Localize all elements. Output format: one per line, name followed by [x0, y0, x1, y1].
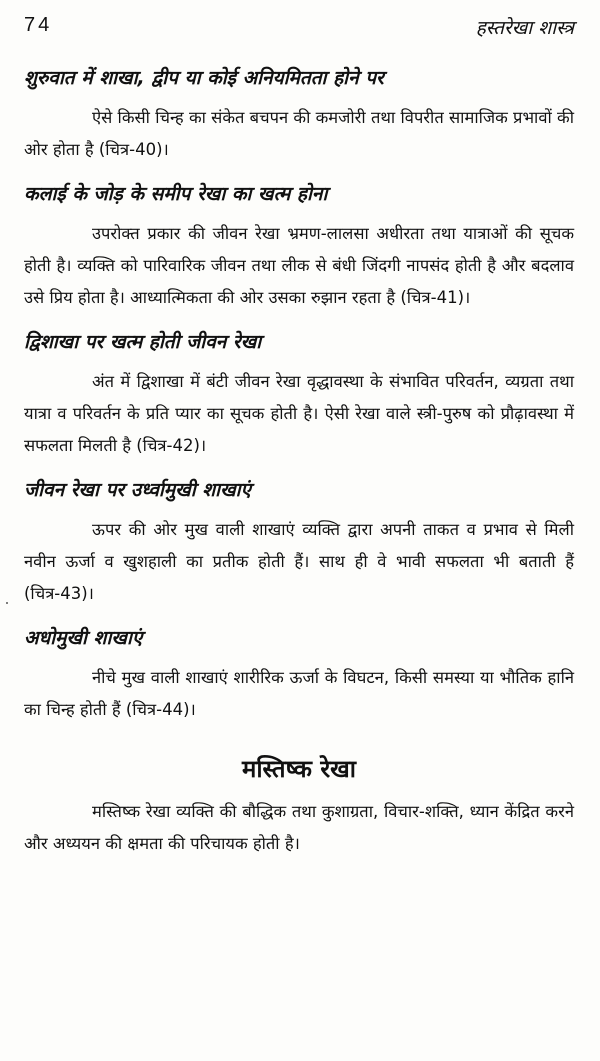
section-downward-branches [24, 624, 574, 726]
print-speck [6, 602, 8, 604]
section-body: उपरोक्त प्रकार की जीवन रेखा भ्रमण-लालसा अधीरता तथा यात्राओं की सूचक होती है। व्यक्ति को पारिवारिक जीवन तथा लीक से बंधी जिंदगी नापसंद होती है और बदलाव उसे प्रिय होता है। आध्यात्मिकता की ओर उसका रुझान रहता है (चित्र-41)। [24, 224, 574, 307]
chapter-title: मस्तिष्क रेखा [241, 755, 357, 783]
section-body: ऐसे किसी चिन्ह का संकेत बचपन की कमजोरी तथा विपरीत सामाजिक प्रभावों की ओर होता है (चित्र-40)। [24, 108, 574, 159]
section-start-branch [24, 64, 574, 166]
page-header [24, 14, 574, 44]
section-body: ऊपर की ओर मुख वाली शाखाएं व्यक्ति द्वारा अपनी ताकत व प्रभाव से मिली नवीन ऊर्जा व खुशहाली का प्रतीक होती हैं। साथ ही वे भावी सफलता भी बताती हैं (चित्र-43)। [24, 520, 574, 603]
section-wrist-end [24, 180, 574, 314]
section-body: अंत में द्विशाखा में बंटी जीवन रेखा वृद्धावस्था के संभावित परिवर्तन, व्यग्रता तथा यात्रा व परिवर्तन के प्रति प्यार का सूचक होती है। ऐसी रेखा वाले स्त्री-पुरुष को प्रौढ़ावस्था में सफलता मिलती है (चित्र-42)। [24, 372, 574, 455]
section-title: अधोमुखी शाखाएं [24, 627, 143, 649]
chapter-body: मस्तिष्क रेखा व्यक्ति की बौद्धिक तथा कुशाग्रता, विचार-शक्ति, ध्यान केंद्रित करने और अध्ययन की क्षमता की परिचायक होती है। [24, 802, 574, 853]
section-upward-branches [24, 476, 574, 610]
section-title: द्विशाखा पर खत्म होती जीवन रेखा [24, 331, 262, 353]
running-title: हस्तरेखा शास्त्र [475, 17, 574, 39]
section-title: कलाई के जोड़ के समीप रेखा का खत्म होना [24, 183, 328, 205]
section-body: नीचे मुख वाली शाखाएं शारीरिक ऊर्जा के विघटन, किसी समस्या या भौतिक हानि का चिन्ह होती हैं (चित्र-44)। [24, 668, 574, 719]
page-number: 74 [24, 14, 53, 36]
section-forked-end [24, 328, 574, 462]
section-title: जीवन रेखा पर उर्ध्वामुखी शाखाएं [24, 479, 252, 501]
page-content [24, 64, 574, 860]
section-title: शुरुवात में शाखा, द्वीप या कोई अनियमितता होने पर [24, 67, 384, 89]
